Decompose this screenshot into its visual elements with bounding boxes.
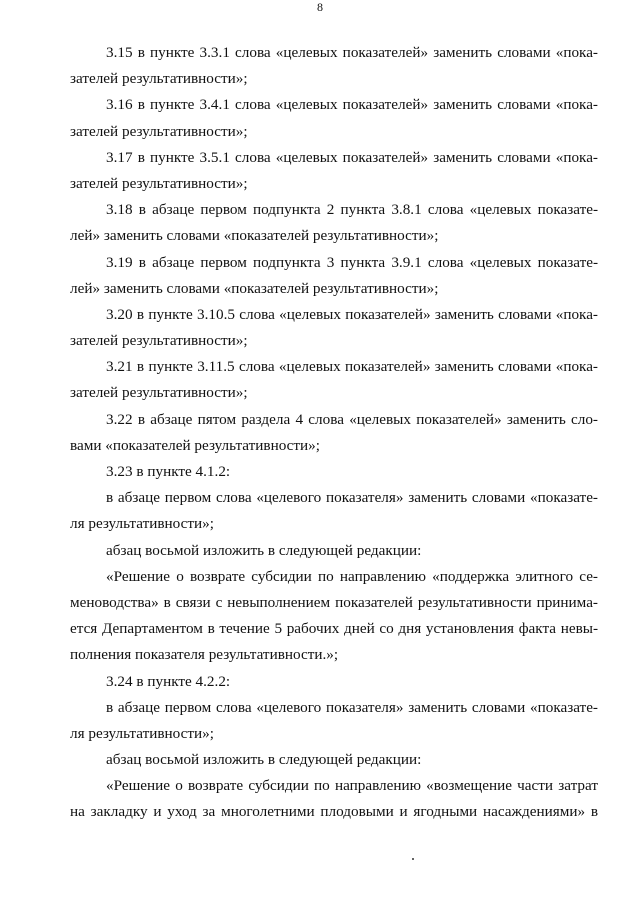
text-line: лей» заменить словами «показателей результативности»;	[70, 279, 439, 297]
text-line: 3.22 в абзаце пятом раздела 4 слова «целевых показателей» заменить сло-	[106, 410, 598, 428]
text-line: лей» заменить словами «показателей результативности»;	[70, 227, 439, 245]
text-line: «Решение о возврате субсидии по направлению «возмещение части затрат	[106, 777, 598, 795]
text-line: зателей результативности»;	[70, 70, 248, 88]
text-line: абзац восьмой изложить в следующей редакции:	[106, 751, 422, 769]
text-line: зателей результативности»;	[70, 174, 248, 192]
text-line: в абзаце первом слова «целевого показателя» заменить словами «показате-	[106, 698, 598, 716]
text-line: «Решение о возврате субсидии по направлению «поддержка элитного се-	[106, 567, 598, 585]
text-line: вами «показателей результативности»;	[70, 436, 320, 454]
text-line: 3.21 в пункте 3.11.5 слова «целевых показателей» заменить словами «пока-	[106, 358, 598, 376]
text-line: на закладку и уход за многолетними плодовыми и ягодными насаждениями» в	[70, 803, 598, 821]
text-line: 3.24 в пункте 4.2.2:	[106, 672, 231, 690]
text-line: зателей результативности»;	[70, 332, 248, 350]
text-line: абзац восьмой изложить в следующей редакции:	[106, 541, 422, 559]
text-line: 3.17 в пункте 3.5.1 слова «целевых показателей» заменить словами «пока-	[106, 148, 598, 166]
text-line: ля результативности»;	[70, 724, 214, 742]
document-body	[70, 40, 598, 826]
text-line: 3.23 в пункте 4.1.2:	[106, 463, 231, 480]
text-line: в абзаце первом слова «целевого показателя» заменить словами «показате-	[106, 489, 598, 507]
scan-speck	[412, 858, 414, 860]
text-line: 3.20 в пункте 3.10.5 слова «целевых показателей» заменить словами «пока-	[106, 305, 598, 323]
text-line: зателей результативности»;	[70, 122, 248, 140]
text-line: 3.18 в абзаце первом подпункта 2 пункта 3.8.1 слова «целевых показате-	[106, 201, 598, 219]
text-line: меноводства» в связи с невыполнением показателей результативности принима-	[70, 593, 598, 611]
text-line: ется Департаментом в течение 5 рабочих дней со дня установления факта невы-	[70, 620, 598, 638]
text-line: полнения показателя результативности.»;	[70, 646, 339, 664]
text-line: ля результативности»;	[70, 515, 214, 533]
text-line: 3.16 в пункте 3.4.1 слова «целевых показателей» заменить словами «пока-	[106, 96, 598, 114]
page-number: 8	[317, 0, 323, 14]
text-line: 3.15 в пункте 3.3.1 слова «целевых показателей» заменить словами «пока-	[106, 44, 598, 61]
text-line: 3.19 в абзаце первом подпункта 3 пункта 3.9.1 слова «целевых показате-	[106, 253, 598, 271]
text-line: зателей результативности»;	[70, 384, 248, 402]
